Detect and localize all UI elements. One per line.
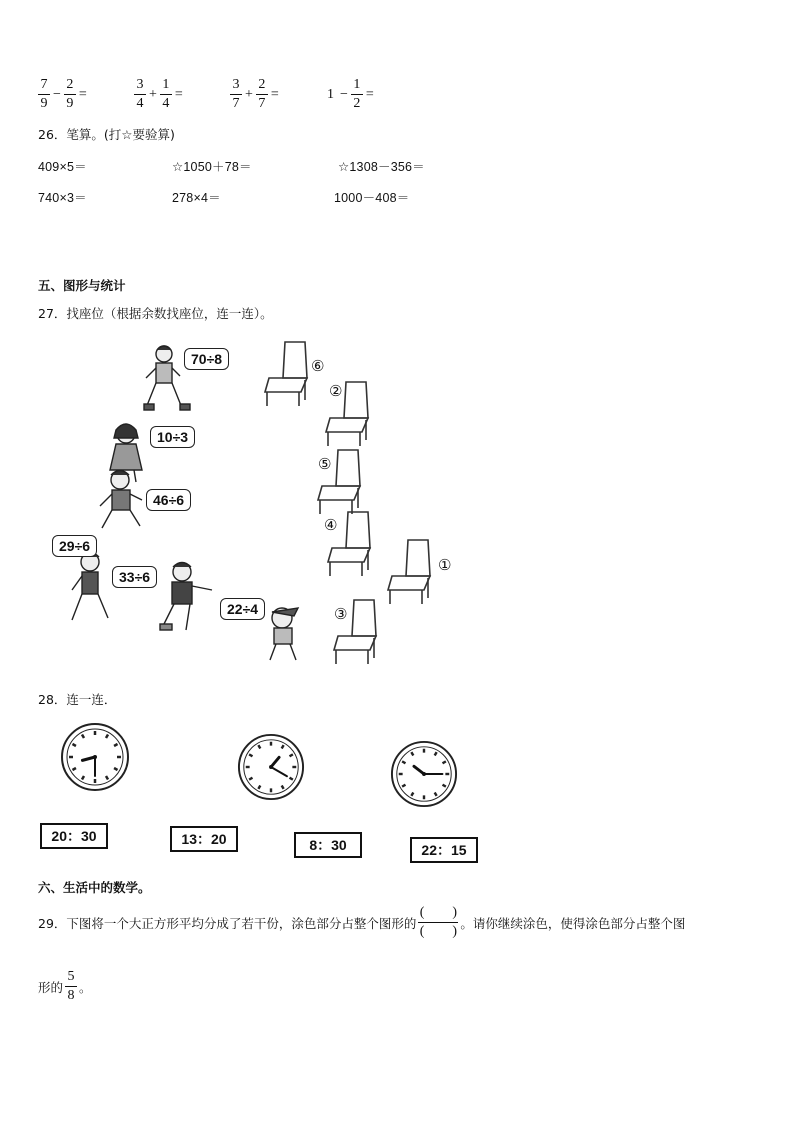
- seat-number: ①: [438, 556, 452, 574]
- calc-item: ☆1050＋78＝: [172, 160, 252, 174]
- clock-tick: [411, 752, 413, 755]
- division-bubble: 33÷6: [112, 566, 157, 588]
- seat-number: ⑥: [311, 357, 325, 375]
- clock-tick: [258, 745, 260, 748]
- clock-icon: [390, 740, 458, 808]
- clock-tick: [443, 761, 446, 763]
- chair-icon: [265, 342, 307, 406]
- section-title: 五、图形与统计: [38, 278, 126, 293]
- clock-tick: [72, 744, 75, 746]
- clock-tick: [282, 745, 284, 748]
- clock-tick: [114, 744, 117, 746]
- clock-tick: [258, 786, 260, 789]
- division-bubble: 22÷4: [220, 598, 265, 620]
- clock-tick: [282, 786, 284, 789]
- chair-icon: [388, 540, 430, 604]
- child-figure-icon: [72, 553, 108, 621]
- fraction: $\frac{2}{9}$: [64, 78, 76, 111]
- clock-tick: [82, 776, 84, 779]
- clock-center: [422, 772, 426, 776]
- division-bubble: 10÷3: [150, 426, 195, 448]
- fraction: $\frac{1}{4}$: [160, 78, 172, 111]
- q29-text: 29．下图将一个大正方形平均分成了若干份，涂色部分占整个图形的: [38, 915, 417, 931]
- calc-item: 1000－408＝: [334, 191, 410, 205]
- seat-number: ③: [334, 605, 348, 623]
- clock-center: [93, 755, 97, 759]
- clock-tick: [435, 752, 437, 755]
- calc-item: 409×5＝: [38, 160, 87, 174]
- clock-tick: [402, 785, 405, 787]
- q26-title: 26．笔算。(打☆要验算): [38, 127, 175, 142]
- clock-center: [269, 765, 273, 769]
- q27-title: 27．找座位（根据余数找座位，连一连）。: [38, 306, 273, 321]
- blank-fraction[interactable]: $\frac{( )}{( )}$: [419, 905, 458, 939]
- fraction: $\frac{2}{7}$: [256, 78, 268, 111]
- clock-tick: [106, 776, 108, 779]
- fraction: $\frac{1}{2}$: [351, 78, 363, 111]
- clock-tick: [443, 785, 446, 787]
- clock-tick: [106, 734, 108, 737]
- child-figure-icon: [270, 608, 298, 660]
- fraction: $\frac{5}{8}$: [65, 970, 77, 1003]
- fraction: $\frac{3}{7}$: [230, 78, 242, 111]
- time-label: 22：15: [410, 837, 478, 863]
- q29-line2: [38, 970, 92, 1003]
- clock-tick: [435, 793, 437, 796]
- fraction-expr-3: $\frac{3}{7}$ + $\frac{2}{7}$ =: [230, 78, 282, 111]
- seat-number: ②: [329, 382, 343, 400]
- clock-tick: [249, 778, 252, 780]
- fraction: $\frac{7}{9}$: [38, 78, 50, 111]
- time-label: 8：30: [294, 832, 362, 858]
- seat-number: ⑤: [318, 455, 332, 473]
- seat-number: ④: [324, 516, 338, 534]
- clock-tick: [72, 768, 75, 770]
- clock-tick: [402, 761, 405, 763]
- division-bubble: 70÷8: [184, 348, 229, 370]
- division-bubble: 29÷6: [52, 535, 97, 557]
- q29-text: 形的: [38, 979, 64, 995]
- q28-title: 28．连一连．: [38, 692, 117, 707]
- time-label: 13：20: [170, 826, 238, 852]
- fraction-expr-1: $\frac{7}{9}$ − $\frac{2}{9}$ =: [38, 78, 90, 111]
- clock-tick: [82, 734, 84, 737]
- calc-item: 740×3＝: [38, 191, 87, 205]
- clock-icon: [237, 733, 305, 801]
- clock-tick: [249, 754, 252, 756]
- fraction: $\frac{3}{4}$: [134, 78, 146, 111]
- clock-tick: [114, 768, 117, 770]
- clock-tick: [411, 793, 413, 796]
- calc-item: ☆1308－356＝: [338, 160, 425, 174]
- q29-line1: [38, 906, 685, 939]
- division-bubble: 46÷6: [146, 489, 191, 511]
- q29-text: 。: [79, 979, 92, 995]
- fraction-expr-4: 1 − $\frac{1}{2}$ =: [327, 77, 374, 111]
- q29-text: 。请你继续涂色，使得涂色部分占整个图: [460, 915, 686, 931]
- calc-item: 278×4＝: [172, 191, 221, 205]
- clock-tick: [290, 778, 293, 780]
- clock-icon: [60, 722, 130, 792]
- clock-tick: [290, 754, 293, 756]
- section-title: 六、生活中的数学。: [38, 880, 151, 895]
- time-label: 20：30: [40, 823, 108, 849]
- fraction-expr-2: $\frac{3}{4}$ + $\frac{1}{4}$ =: [134, 78, 186, 111]
- child-figure-icon: [160, 563, 212, 631]
